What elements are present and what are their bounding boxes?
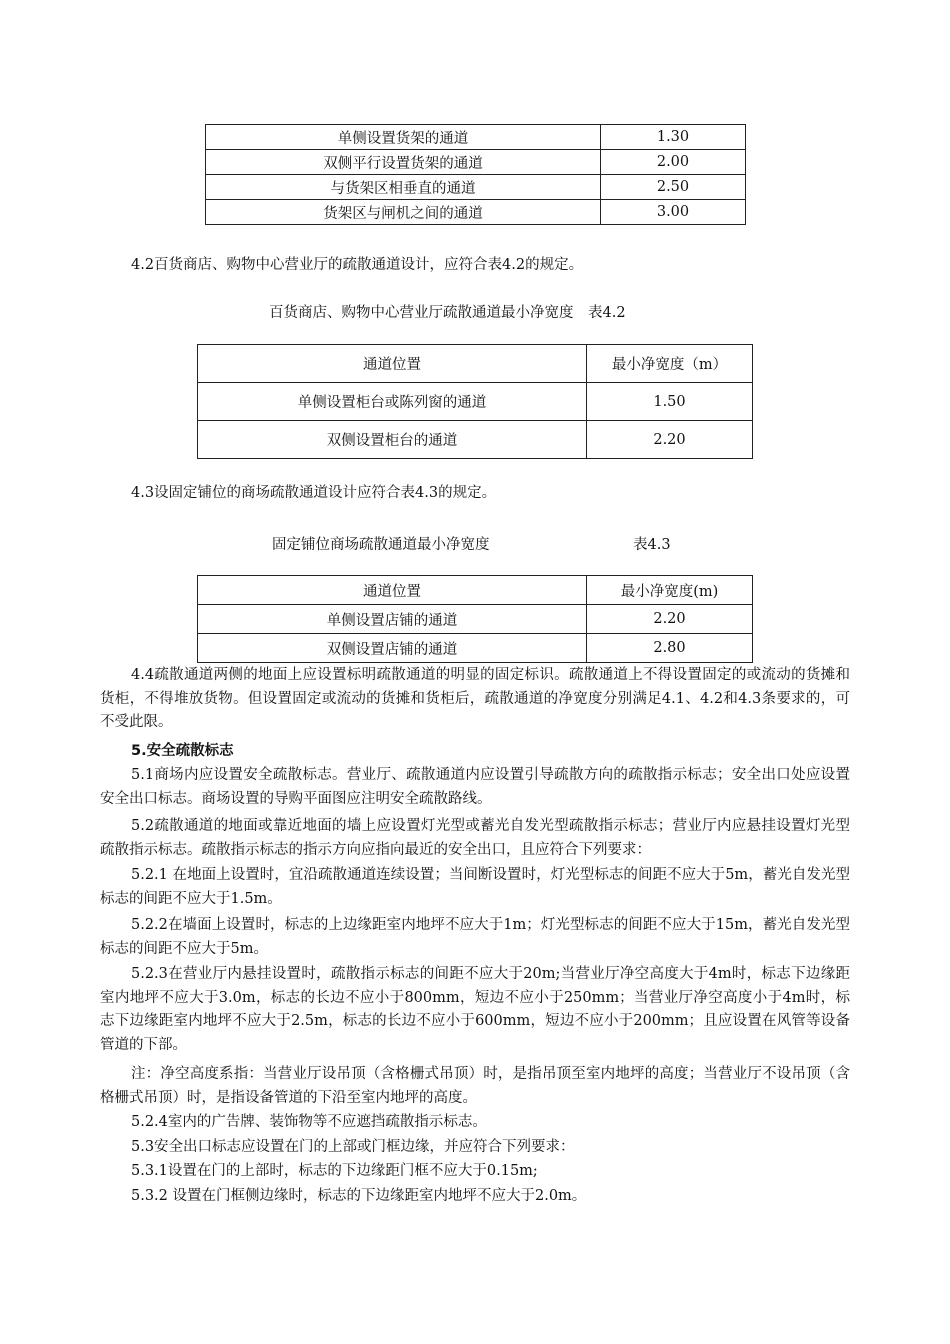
paragraph-5-1: 5.1商场内应设置安全疏散标志。营业厅、疏散通道内应设置引导疏散方向的疏散指示标志；安全出口处应设置安全出口标志。商场设置的导购平面图应注明安全疏散路线。 xyxy=(100,767,850,807)
table-cell: 2.00 xyxy=(601,150,746,175)
table-cell: 双侧设置柜台的通道 xyxy=(198,421,587,459)
table-cell: 2.80 xyxy=(587,634,753,663)
paragraph-5-2-1: 5.2.1 在地面上设置时，宜沿疏散通道连续设置；当间断设置时，灯光型标志的间距不应大于5m，蓄光自发光型标志的间距不应大于1.5m。 xyxy=(100,867,850,907)
table-aisle-widths-continued xyxy=(205,124,746,225)
clause-4-3: 4.3设固定铺位的商场疏散通道设计应符合表4.3的规定。 xyxy=(131,485,497,501)
table-row xyxy=(206,200,746,225)
table-cell: 2.50 xyxy=(601,175,746,200)
table-row xyxy=(198,383,753,421)
table-cell: 与货架区相垂直的通道 xyxy=(206,175,601,200)
table-header-row xyxy=(198,576,753,605)
table-cell: 1.50 xyxy=(587,383,753,421)
table-cell: 3.00 xyxy=(601,200,746,225)
paragraph-5-2-4: 5.2.4室内的广告牌、装饰物等不应遮挡疏散指示标志。 xyxy=(131,1114,487,1130)
table-cell: 单侧设置店铺的通道 xyxy=(198,605,587,634)
table-row xyxy=(206,150,746,175)
table-row xyxy=(198,634,753,663)
table-cell: 2.20 xyxy=(587,605,753,634)
table-header-cell: 最小净宽度(m) xyxy=(587,576,753,605)
table-row xyxy=(198,605,753,634)
table3-caption-number: 表4.3 xyxy=(633,537,671,553)
paragraph-5-2: 5.2疏散通道的地面或靠近地面的墙上应设置灯光型或蓄光自发光型疏散指示标志；营业厅内应悬挂设置灯光型疏散指示标志。疏散指示标志的指示方向应指向最近的安全出口，且应符合下列要求： xyxy=(100,818,850,858)
table-fixed-booth-aisles xyxy=(197,575,753,663)
section-heading-5: 5.安全疏散标志 xyxy=(131,743,234,759)
table3-caption-title: 固定铺位商场疏散通道最小净宽度 xyxy=(272,537,490,553)
table-cell: 1.30 xyxy=(601,125,746,150)
table-cell: 双侧平行设置货架的通道 xyxy=(206,150,601,175)
paragraph-4-4: 4.4疏散通道两侧的地面上应设置标明疏散通道的明显的固定标识。疏散通道上不得设置固定的或流动的货摊和货柜，不得堆放货物。但设置固定或流动的货摊和货柜后，疏散通道的净宽度分别满足4.1、4.2和4.3条要求的，可不受此限。 xyxy=(100,667,850,731)
table-row xyxy=(206,175,746,200)
table-cell: 单侧设置货架的通道 xyxy=(206,125,601,150)
table-header-cell: 最小净宽度（m） xyxy=(587,345,753,383)
table-cell: 单侧设置柜台或陈列窗的通道 xyxy=(198,383,587,421)
table-cell: 2.20 xyxy=(587,421,753,459)
table-header-row xyxy=(198,345,753,383)
table-header-cell: 通道位置 xyxy=(198,345,587,383)
table-row xyxy=(206,125,746,150)
paragraph-5-3-2: 5.3.2 设置在门框侧边缘时，标志的下边缘距室内地坪不应大于2.0m。 xyxy=(131,1188,587,1204)
table-department-store-aisles xyxy=(197,344,753,459)
table-cell: 双侧设置店铺的通道 xyxy=(198,634,587,663)
table-row xyxy=(198,421,753,459)
table-cell: 货架区与闸机之间的通道 xyxy=(206,200,601,225)
paragraph-5-3: 5.3安全出口标志应设置在门的上部或门框边缘，并应符合下列要求： xyxy=(131,1139,575,1155)
paragraph-5-2-2: 5.2.2在墙面上设置时，标志的上边缘距室内地坪不应大于1m；灯光型标志的间距不应大于15m，蓄光自发光型标志的间距不应大于5m。 xyxy=(100,917,850,957)
paragraph-5-2-3: 5.2.3在营业厅内悬挂设置时，疏散指示标志的间距不应大于20m;当营业厅净空高度大于4m时，标志下边缘距室内地坪不应大于3.0m，标志的长边不应小于800mm，短边不应小于250mm；当营业厅净空高度小于4m时，标志下边缘距室内地坪不应大于2.5m，标志的长边不应小于600mm，短边不应小于200mm；且应设置在风管等设备管道的下部。 xyxy=(100,966,850,1053)
paragraph-5-3-1: 5.3.1设置在门的上部时，标志的下边缘距门框不应大于0.15m; xyxy=(131,1163,538,1179)
clause-4-2: 4.2百货商店、购物中心营业厅的疏散通道设计，应符合表4.2的规定。 xyxy=(131,257,584,273)
paragraph-note: 注：净空高度系指：当营业厅设吊顶（含格栅式吊顶）时，是指吊顶至室内地坪的高度；当营业厅不设吊顶（含格栅式吊顶）时，是指设备管道的下沿至室内地坪的高度。 xyxy=(100,1066,850,1106)
table2-caption: 百货商店、购物中心营业厅疏散通道最小净宽度 表4.2 xyxy=(269,305,626,321)
table-header-cell: 通道位置 xyxy=(198,576,587,605)
